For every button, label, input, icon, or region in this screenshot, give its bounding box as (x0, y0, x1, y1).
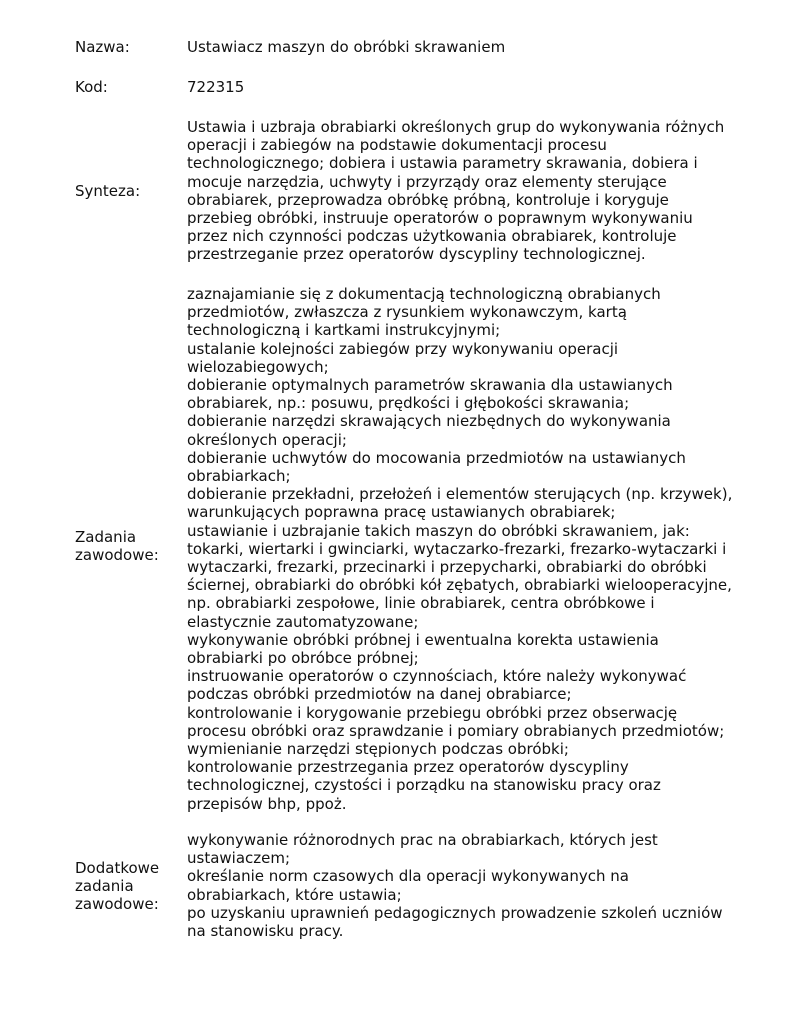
zadania-line: ściernej, obrabiarki do obróbki kół zębatych, obrabiarki wielooperacyjne, (187, 576, 732, 595)
zadania-line: elastycznie zautomatyzowane; (187, 612, 419, 631)
synteza-line: operacji i zabiegów na podstawie dokumentacji procesu (187, 136, 607, 155)
zadania-line: określonych operacji; (187, 430, 347, 449)
field-label-nazwa: Nazwa: (75, 38, 130, 56)
synteza-line: przebieg obróbki, instruuje operatorów o poprawnym wykonywaniu (187, 209, 693, 228)
synteza-line: obrabiarek, przeprowadza obróbkę próbną, kontroluje i koryguje (187, 190, 669, 209)
zadania-line: dobieranie optymalnych parametrów skrawania dla ustawianych (187, 376, 673, 395)
zadania-line: zaznajamianie się z dokumentacją technologiczną obrabianych (187, 285, 661, 303)
zadania-line: ustawianie i uzbrajanie takich maszyn do obróbki skrawaniem, jak: (187, 521, 690, 540)
dodatkowe-line: po uzyskaniu uprawnień pedagogicznych prowadzenie szkoleń uczniów (187, 903, 723, 922)
field-value-zadania (187, 285, 777, 813)
dodatkowe-line: określanie norm czasowych dla operacji wykonywanych na (187, 867, 629, 886)
zadania-line: instruowanie operatorów o czynnościach, które należy wykonywać (187, 667, 687, 686)
zadania-line: technologiczną i kartkami instrukcyjnymi; (187, 321, 501, 340)
field-value-synteza (187, 118, 777, 264)
synteza-line: przez nich czynności podczas użytkowania obrabiarek, kontroluje (187, 227, 677, 246)
field-value-nazwa: Ustawiacz maszyn do obróbki skrawaniem (187, 38, 506, 56)
zadania-line: wielozabiegowych; (187, 357, 329, 376)
zadania-line: obrabiarkach; (187, 467, 291, 486)
zadania-line: procesu obróbki oraz sprawdzanie i pomiary obrabianych przedmiotów; (187, 721, 725, 740)
field-value-dodatkowe (187, 831, 777, 940)
zadania-line: dobieranie narzędzi skrawających niezbędnych do wykonywania (187, 412, 671, 431)
zadania-line: podczas obróbki przedmiotów na danej obrabiarce; (187, 685, 572, 704)
dodatkowe-label-line: zadania (75, 877, 134, 895)
zadania-line: tokarki, wiertarki i gwinciarki, wytaczarko-frezarki, frezarko-wytaczarki i (187, 539, 727, 558)
field-label-zadania (75, 528, 180, 564)
zadania-line: wykonywanie obróbki próbnej i ewentualna korekta ustawienia (187, 630, 659, 649)
dodatkowe-label-line: Dodatkowe (75, 859, 160, 877)
dodatkowe-line: wykonywanie różnorodnych prac na obrabiarkach, których jest (187, 831, 658, 849)
field-label-kod: Kod: (75, 78, 108, 96)
zadania-line: warunkujących poprawna pracę ustawianych obrabiarek; (187, 503, 616, 522)
field-label-dodatkowe (75, 859, 180, 913)
zadania-line: przedmiotów, zwłaszcza z rysunkiem wykonawczym, kartą (187, 303, 627, 322)
zadania-label-line: zawodowe: (75, 546, 159, 564)
dodatkowe-line: ustawiaczem; (187, 849, 291, 868)
zadania-line: ustalanie kolejności zabiegów przy wykonywaniu operacji (187, 339, 619, 358)
zadania-line: technologicznej, czystości i porządku na stanowisku pracy oraz (187, 776, 661, 795)
zadania-line: obrabiarki po obróbce próbnej; (187, 649, 419, 668)
field-label-synteza: Synteza: (75, 182, 141, 200)
synteza-line: Ustawia i uzbraja obrabiarki określonych grup do wykonywania różnych (187, 118, 725, 136)
zadania-line: dobieranie przekładni, przełożeń i elementów sterujących (np. krzywek), (187, 485, 733, 504)
field-value-kod: 722315 (187, 78, 245, 96)
zadania-line: kontrolowanie i korygowanie przebiegu obróbki przez obserwację (187, 703, 678, 722)
zadania-line: obrabiarek, np.: posuwu, prędkości i głębokości skrawania; (187, 394, 630, 413)
synteza-line: przestrzeganie przez operatorów dyscypliny technologicznej. (187, 245, 646, 264)
dodatkowe-line: na stanowisku pracy. (187, 922, 344, 941)
zadania-line: kontrolowanie przestrzegania przez operatorów dyscypliny (187, 758, 629, 777)
zadania-line: dobieranie uchwytów do mocowania przedmiotów na ustawianych (187, 448, 686, 467)
zadania-line: wytaczarki, frezarki, przecinarki i przepycharki, obrabiarki do obróbki (187, 558, 707, 577)
zadania-line: wymienianie narzędzi stępionych podczas obróbki; (187, 740, 569, 759)
zadania-line: np. obrabiarki zespołowe, linie obrabiarek, centra obróbkowe i (187, 594, 655, 613)
zadania-label-line: Zadania (75, 528, 137, 546)
synteza-line: technologicznego; dobiera i ustawia parametry skrawania, dobiera i (187, 154, 698, 173)
synteza-line: mocuje narzędzia, uchwyty i przyrządy oraz elementy sterujące (187, 172, 667, 191)
dodatkowe-line: obrabiarkach, które ustawia; (187, 885, 402, 904)
zadania-line: przepisów bhp, ppoż. (187, 794, 347, 813)
dodatkowe-label-line: zawodowe: (75, 895, 159, 913)
